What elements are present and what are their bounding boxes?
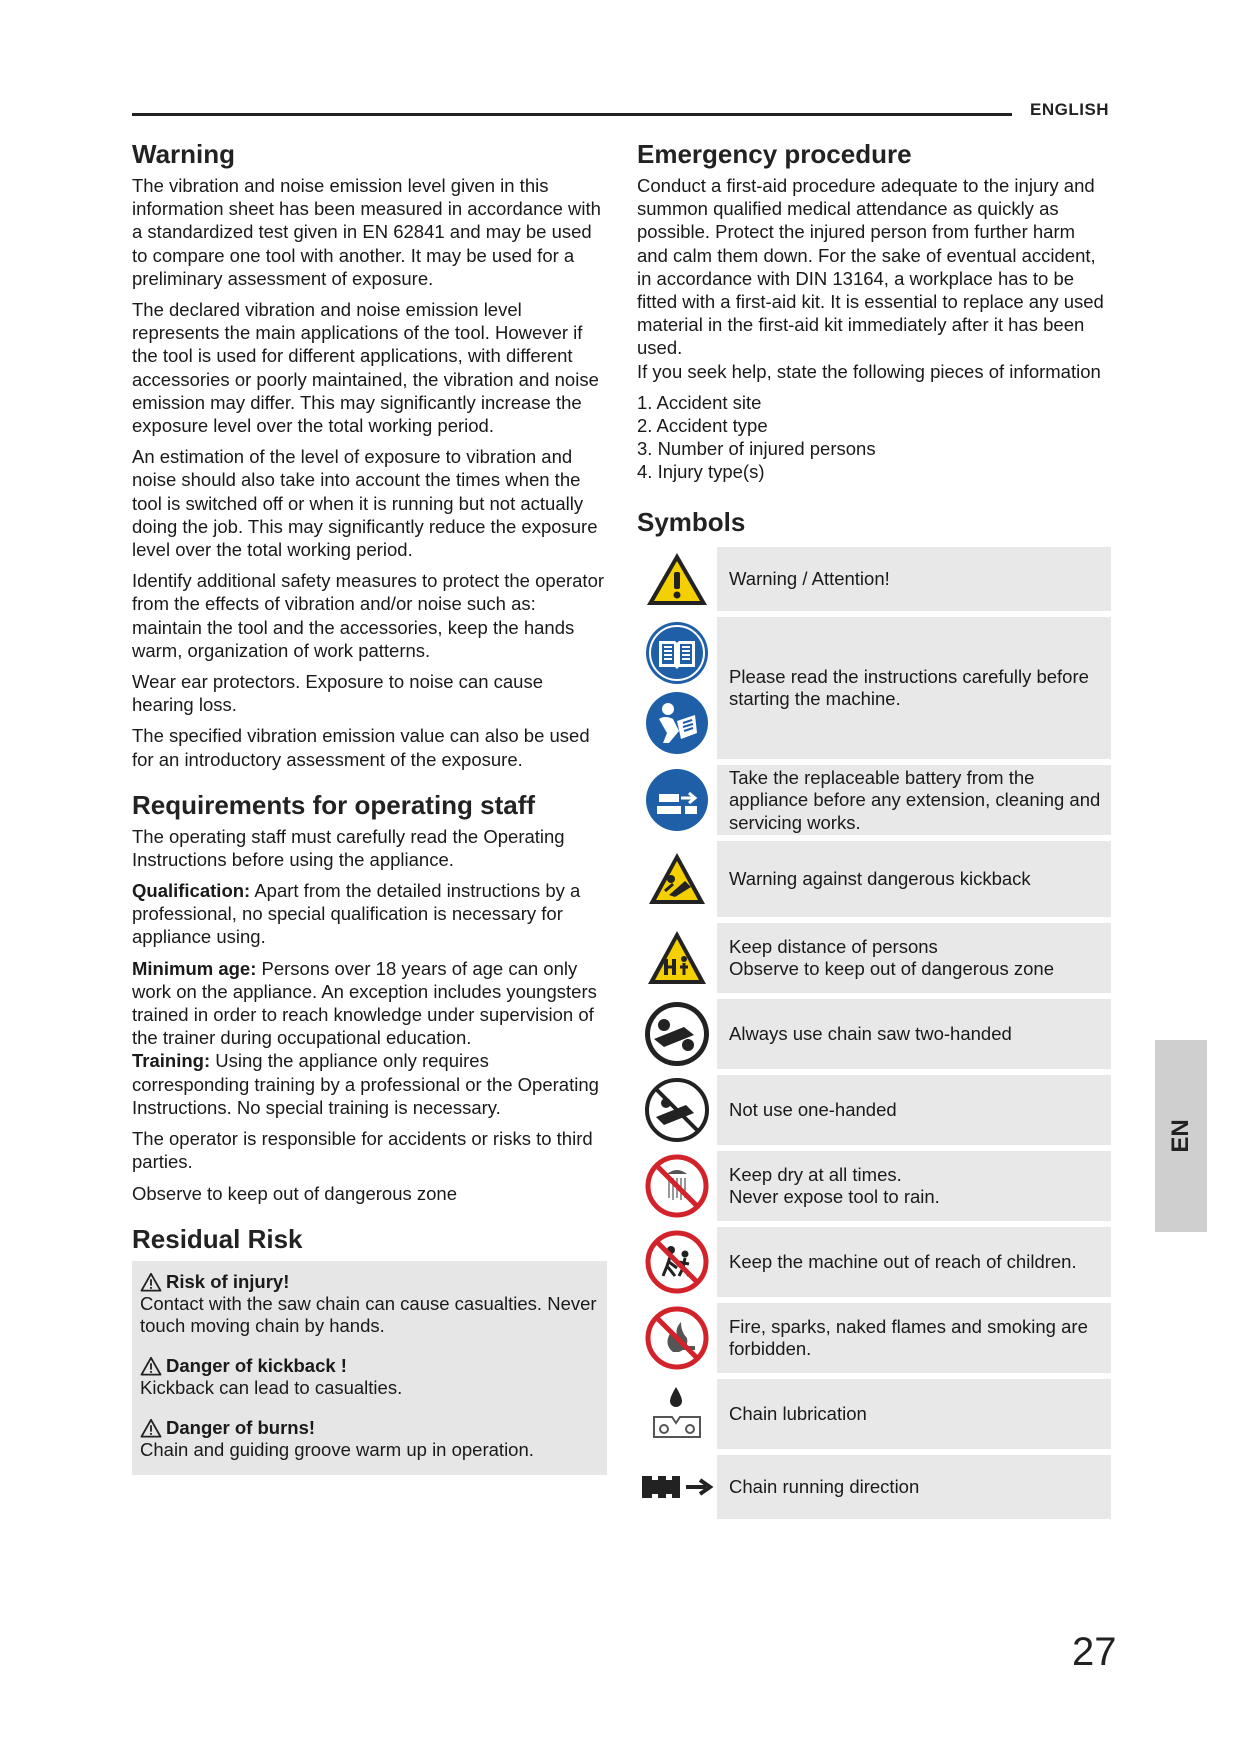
symbol-label: Keep dry at all times. [729, 1163, 902, 1185]
symbol-row [637, 999, 1111, 1069]
symbol-label: Chain lubrication [729, 1403, 867, 1425]
symbol-text [717, 1455, 1111, 1519]
list-item: 2. Accident type [637, 414, 768, 436]
symbol-label: Chain running direction [729, 1476, 920, 1498]
warning-paragraph: The specified vibration emission value can also be used for an introductory assessment of the exposure. [132, 725, 590, 770]
symbol-label: Never expose tool to rain. [729, 1186, 940, 1208]
qualification-label: Qualification: [132, 880, 251, 902]
risk-title-text: Danger of kickback ! [166, 1354, 347, 1376]
symbol-label: Warning against dangerous kickback [729, 868, 1031, 890]
warning-paragraph: The declared vibration and noise emission level represents the main applications of the tool. However if the tool is used for different applications, with different accessories or poorly maintained, the vibration and noise emission may differ. This may significantly increase the exposure level over the total working period. [132, 298, 599, 436]
risk-title-text: Risk of injury! [166, 1270, 290, 1292]
risk-text: Contact with the saw chain can cause casualties. Never touch moving chain by hands. [140, 1292, 597, 1336]
risk-title [140, 1271, 599, 1293]
side-tab-label: EN [1167, 1119, 1194, 1153]
requirements-intro: The operating staff must carefully read the Operating Instructions before using the appliance. [132, 825, 565, 870]
emergency-paragraph: Conduct a first-aid procedure adequate to the injury and summon qualified medical attendance as quickly as possible. Protect the injured person from further harm and calm them down. For the sake of eventual accident, in accordance with DIN 13164, a workplace has to be fitted with a first-aid kit. It is essential to replace any used material in the first-aid kit immediately after it has been used. [637, 174, 1104, 359]
remove-battery-icon [637, 765, 717, 835]
warning-triangle-icon [637, 547, 717, 611]
training-paragraph [132, 1049, 607, 1119]
symbol-label: Please read the instructions carefully before starting the machine. [729, 665, 1089, 710]
symbol-row [637, 1303, 1111, 1373]
min-age-label: Minimum age: [132, 957, 257, 979]
kickback-warning-icon [637, 841, 717, 917]
symbol-text [717, 999, 1111, 1069]
requirements-section [132, 791, 607, 1205]
no-children-icon [637, 1227, 717, 1297]
warning-outline-icon [140, 1418, 162, 1438]
symbol-label: Take the replaceable battery from the appliance before any extension, cleaning and servicing works. [729, 766, 1101, 833]
header-rule [132, 113, 1012, 116]
symbol-label: Keep the machine out of reach of children. [729, 1251, 1077, 1273]
risk-text: Kickback can lead to casualties. [140, 1376, 403, 1398]
qualification-text: Apart from the detailed instructions by a professional, no special qualification is necessary for appliance using. [132, 880, 581, 948]
warning-title: Warning [132, 139, 236, 169]
manual-icons [637, 617, 717, 759]
qualification-paragraph [132, 879, 607, 949]
page-number: 27 [1072, 1630, 1117, 1674]
keep-distance-icon [637, 923, 717, 993]
list-item: 3. Number of injured persons [637, 438, 876, 460]
symbol-label: Warning / Attention! [729, 568, 890, 590]
symbol-label: Observe to keep out of dangerous zone [729, 958, 1054, 980]
training-text: Using the appliance only requires corresponding training by a professional or the Operating Instructions. No special training is necessary. [132, 1050, 599, 1118]
list-item: 1. Accident site [637, 391, 762, 413]
symbol-row [637, 1075, 1111, 1145]
symbol-row [637, 1227, 1111, 1297]
requirements-title: Requirements for operating staff [132, 789, 536, 820]
risk-title-text: Danger of burns! [166, 1416, 316, 1438]
emergency-section [637, 140, 1111, 484]
keep-dry-icon [637, 1151, 717, 1221]
symbol-label: Keep distance of persons [729, 935, 938, 957]
symbol-text [717, 1379, 1111, 1449]
symbol-text [717, 547, 1111, 611]
symbol-text [717, 1151, 1111, 1221]
symbol-row [637, 765, 1111, 835]
right-column [637, 140, 1111, 1525]
list-item: 4. Injury type(s) [637, 461, 765, 483]
symbols-title: Symbols [637, 506, 746, 537]
symbol-text [717, 841, 1111, 917]
no-fire-icon [637, 1303, 717, 1373]
chain-direction-icon [637, 1455, 717, 1519]
symbol-text [717, 923, 1111, 993]
left-column [132, 140, 607, 1475]
warning-paragraph: The vibration and noise emission level given in this information sheet has been measured in accordance with a standardized test given in EN 62841 and may be used to compare one tool with another. It may be used for a preliminary assessment of exposure. [132, 174, 601, 289]
symbol-row [637, 1151, 1111, 1221]
help-list [637, 391, 1111, 484]
no-one-handed-icon [637, 1075, 717, 1145]
symbol-label: Always use chain saw two-handed [729, 1023, 1012, 1045]
warning-paragraph: An estimation of the level of exposure to vibration and noise should also take into account the times when the tool is switched off or when it is running but not actually doing the job. This may significantly reduce the exposure level over the total working period. [132, 446, 598, 560]
symbols-table [637, 547, 1111, 1519]
symbol-label: Fire, sparks, naked flames and smoking are forbidden. [729, 1315, 1088, 1360]
symbol-row [637, 547, 1111, 611]
risk-title [140, 1355, 599, 1377]
symbol-row [637, 617, 1111, 759]
risk-text: Chain and guiding groove warm up in operation. [140, 1438, 534, 1460]
emergency-title: Emergency procedure [637, 139, 912, 169]
chain-lubrication-icon [637, 1379, 717, 1449]
two-handed-icon [637, 999, 717, 1069]
min-age-paragraph [132, 957, 607, 1050]
symbol-text [717, 765, 1111, 835]
warning-paragraph: Identify additional safety measures to protect the operator from the effects of vibration and/or noise such as: maintain the tool and the accessories, keep the hands warm, organization of work patterns. [132, 570, 605, 661]
risk-title [140, 1417, 599, 1439]
symbol-row [637, 841, 1111, 917]
symbol-text [717, 1075, 1111, 1145]
language-label: ENGLISH [1030, 100, 1110, 119]
symbol-text [717, 1303, 1111, 1373]
warning-outline-icon [140, 1356, 162, 1376]
min-age-text: Persons over 18 years of age can only work on the appliance. An exception includes youngsters trained in order to reach knowledge under supervision of the trainer during occupational education. [132, 957, 597, 1049]
warning-paragraph: Wear ear protectors. Exposure to noise can cause hearing loss. [132, 670, 543, 716]
symbol-text [717, 617, 1111, 759]
symbol-row [637, 1379, 1111, 1449]
language-side-tab [1155, 1040, 1207, 1232]
warning-outline-icon [140, 1272, 162, 1292]
symbol-row [637, 923, 1111, 993]
warning-section [132, 140, 607, 771]
training-label: Training: [132, 1050, 211, 1072]
residual-section [132, 1225, 607, 1475]
symbol-row [637, 1455, 1111, 1519]
responsible-paragraph: The operator is responsible for accidents or risks to third parties. [132, 1128, 593, 1173]
symbol-label: Not use one-handed [729, 1099, 897, 1121]
help-intro: If you seek help, state the following pieces of information [637, 360, 1101, 382]
symbol-text [717, 1227, 1111, 1297]
residual-risk-box [132, 1261, 607, 1475]
symbols-section [637, 508, 1111, 1520]
residual-title: Residual Risk [132, 1223, 303, 1254]
read-manual-icon [645, 621, 709, 685]
observe-paragraph: Observe to keep out of dangerous zone [132, 1182, 457, 1204]
read-instructions-icon [645, 691, 709, 755]
